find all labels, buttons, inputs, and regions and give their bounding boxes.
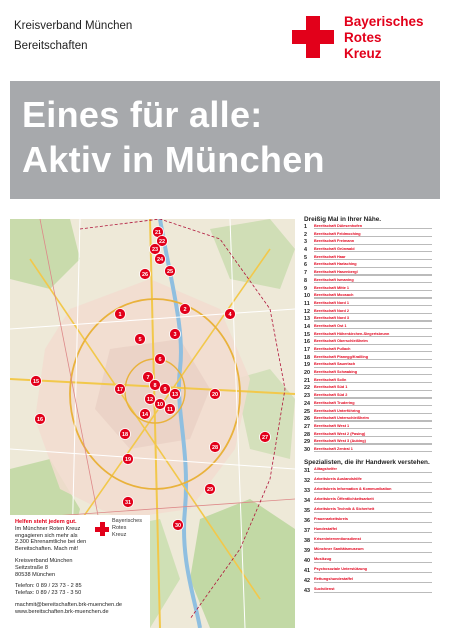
map-marker-label: 6 [158,357,162,363]
list-item-detail-line [314,562,432,563]
contact-info-box: Helfen steht jedem gut. Im Münchner Roten Kreuz engagieren sich mehr als 2.300 Ehrenamtliche bei den Bereitschaften. Mach mit! Kreisverband München Seitzstraße 8 80538 München Telefon: 0 89 / 23 73 - 2 85 Telefax: 0 89 / 23 73 - 3 50 machmit@bereitschaften.brk-muenchen.de www.bereitschaften.brk-muenchen.de [10,515,150,628]
list-item-number: 9 [304,285,307,292]
red-cross-icon [292,16,334,58]
map-marker-label: 1 [118,312,122,318]
map-marker-label: 26 [141,272,149,278]
list-item [304,362,442,370]
list-item [304,517,442,527]
map-marker-label: 8 [153,383,157,389]
list-item-number: 27 [304,423,310,430]
map-marker [140,269,151,280]
list-item-number: 43 [304,587,310,594]
list-item [304,247,442,255]
list-item-number: 24 [304,400,310,407]
list-item-detail-line [314,397,432,398]
list-item-number: 41 [304,567,310,574]
list-item-number: 22 [304,385,310,392]
map-marker [115,384,126,395]
list-item-name: Bereitschaft Planegg/Krailling [314,354,369,359]
list-item-name: Bereitschaft Unterschleißheim [314,416,369,421]
contact-city: 80538 München [15,571,56,578]
list-item-number: 6 [304,262,307,269]
list-item-name: Hundestaffel [314,526,337,531]
list-item [304,332,442,340]
list-item [304,293,442,301]
list-item-detail-line [314,290,432,291]
list-item-number: 37 [304,527,310,534]
list-item-number: 28 [304,431,310,438]
list-item-detail-line [314,582,432,583]
list-item-detail-line [314,359,432,360]
map-marker-label: 20 [211,392,219,398]
list-item-number: 11 [304,300,310,307]
list-item-name: Bereitschaft Solln [314,377,347,382]
map-marker [170,389,181,400]
list-item-detail-line [314,282,432,283]
list-item-detail-line [314,382,432,383]
map-marker-label: 22 [158,239,166,245]
list-item-name: Bereitschaft Schwabing [314,370,358,375]
list-item-detail-line [314,297,432,298]
list-item-number: 16 [304,339,310,346]
map-marker-label: 18 [121,432,129,438]
map-marker-label: 15 [32,379,40,385]
list-item [304,401,442,409]
list-item-name: Bereitschaft West 1 [314,423,350,428]
list-item-detail-line [314,428,432,429]
org-division: Bereitschaften [14,40,88,52]
list-item-number: 13 [304,316,310,323]
specialists-title: Spezialisten, die ihr Handwerk verstehen. [304,458,430,466]
list-item [304,467,442,477]
list-item [304,370,442,378]
list-item-detail-line [314,472,432,473]
list-item-detail-line [314,313,432,314]
map-marker [150,244,161,255]
list-item-number: 1 [304,224,307,230]
list-item-number: 14 [304,323,310,330]
list-item [304,224,442,232]
list-item-detail-line [314,420,432,421]
map-marker [180,304,191,315]
contact-org: Kreisverband München [15,557,73,564]
list-item [304,316,442,324]
list-item-name: Bereitschaft Harlaching [314,262,357,267]
map-marker [210,389,221,400]
list-item-detail-line [314,320,432,321]
map-marker [123,454,134,465]
list-item [304,255,442,263]
list-item-detail-line [314,443,432,444]
list-item-name: Bereitschaft Oberschleißheim [314,339,368,344]
list-item-detail-line [314,305,432,306]
map-marker [35,414,46,425]
map-marker [145,394,156,405]
list-item-name: Bereitschaft Mitte 1 [314,285,350,290]
list-item-detail-line [314,512,432,513]
list-item-name: Kriseninterventionsdienst [314,536,361,541]
list-item [304,432,442,440]
map-marker-label: 29 [206,487,214,493]
list-item-number: 12 [304,308,310,315]
list-item-name: Bereitschaft Pullach [314,347,351,351]
list-item-detail-line [314,244,432,245]
list-item-name: Bereitschaft Moosach [314,293,354,298]
list-item-number: 26 [304,416,310,423]
list-item-number: 2 [304,231,307,238]
map-marker-label: 25 [166,269,174,275]
list-item-number: 32 [304,477,310,484]
map-marker-label: 3 [173,332,177,338]
list-item [304,309,442,317]
map-marker [120,429,131,440]
list-item-number: 4 [304,247,307,254]
list-item-number: 21 [304,377,310,384]
list-item-detail-line [314,492,432,493]
map-marker-label: 17 [116,387,124,393]
list-item-name: Suchdienst [314,586,335,591]
map-marker-label: 11 [167,407,173,413]
contact-fax: Telefax: 0 89 / 23 73 - 3 50 [15,590,82,597]
map-marker-label: 14 [141,412,149,418]
headline-banner [10,81,440,199]
list-item-name: Bereitschaft Ost 1 [314,323,347,328]
map-marker [140,409,151,420]
location-items [304,224,442,455]
list-item-number: 42 [304,577,310,584]
contact-phone: Telefon: 0 89 / 23 73 - 2 85 [15,583,82,590]
list-item [304,239,442,247]
list-item-detail-line [314,413,432,414]
map-marker [155,254,166,265]
list-item-detail-line [314,522,432,523]
list-item [304,447,442,455]
map-marker [205,484,216,495]
list-item [304,324,442,332]
list-item-number: 19 [304,362,310,369]
list-item-number: 39 [304,547,310,554]
list-item-detail-line [314,367,432,368]
list-item [304,587,442,597]
list-item [304,537,442,547]
list-item-number: 30 [304,446,310,453]
map-marker-label: 28 [211,445,219,451]
map-marker-label: 13 [171,392,179,398]
list-item-number: 17 [304,347,310,353]
list-item [304,262,442,270]
map-marker [150,380,161,391]
list-title: Dreißig Mal in Ihrer Nähe. [304,216,382,223]
list-item-name: Münchner Sanitätsmuseum [314,546,364,551]
map-marker [260,432,271,443]
list-item-detail-line [314,328,432,329]
list-item [304,416,442,424]
list-item-detail-line [314,542,432,543]
list-item [304,339,442,347]
map-marker-label: 24 [156,257,164,263]
brk-logo [292,16,442,62]
map-marker-label: 23 [151,247,159,253]
list-item [304,278,442,286]
list-item-number: 15 [304,331,310,338]
list-item [304,477,442,487]
list-item-number: 8 [304,277,307,284]
map-marker [160,384,171,395]
list-item-number: 18 [304,354,310,361]
list-item-detail-line [314,228,432,229]
org-name: Kreisverband München [14,20,133,32]
list-item [304,385,442,393]
organization-header [14,16,132,56]
infobox-logo: Bayerisches Rotes Kreuz [95,518,143,544]
list-item-detail-line [314,592,432,593]
list-item [304,567,442,577]
logo-text: Bayerisches Rotes Kreuz [344,14,424,61]
infobox-headline: Helfen steht jedem gut. [15,519,77,525]
list-item-name: Bereitschaft Ismaning [314,277,354,282]
contact-email[interactable]: machmit@bereitschaften.brk-muenchen.de [15,601,123,608]
map-marker-label: 19 [124,457,132,463]
location-list [304,215,442,597]
list-item-name: Bereitschaft Haar [314,254,346,259]
list-item-name: Bereitschaft Nord 2 [314,308,350,313]
list-item-detail-line [314,236,432,237]
list-item-name: Bereitschaft Nord 1 [314,300,350,305]
map-marker [155,399,166,410]
list-item-detail-line [314,251,432,252]
list-item-number: 25 [304,408,310,415]
list-item-name: Bereitschaft Freimann [314,239,355,244]
list-item-number: 29 [304,439,310,446]
list-item-detail-line [314,374,432,375]
list-item-name: Bereitschaft West 2 (Pasing) [314,431,366,436]
map-marker-label: 16 [36,417,44,423]
list-item-name: Bereitschaft Zentral 1 [314,446,353,451]
list-item-detail-line [314,390,432,391]
map-marker-label: 12 [146,397,154,403]
map-marker [115,309,126,320]
list-item-number: 38 [304,537,310,544]
list-item [304,301,442,309]
map-marker [225,309,236,320]
map-marker-label: 30 [174,523,182,529]
list-item [304,424,442,432]
list-item-number: 3 [304,239,307,246]
list-item-detail-line [314,351,432,352]
map-marker-label: 27 [261,435,269,441]
list-item-detail-line [314,552,432,553]
list-item-number: 31 [304,467,310,474]
list-item-number: 7 [304,270,307,277]
list-item-detail-line [314,482,432,483]
list-item [304,577,442,587]
list-item-name: Arbeitskreis Öffentlichkeitsarbeit [314,496,374,501]
list-item-detail-line [314,405,432,406]
list-item-name: Musikzug [314,556,332,561]
headline-line2: Aktiv in München [22,139,325,180]
list-item-detail-line [314,259,432,260]
list-item-name: Bereitschaft Sauerlach [314,362,356,367]
list-item-name: Bereitschaft Grünwald [314,247,355,252]
list-item-name: Alltagshelfer [314,466,337,471]
list-item [304,507,442,517]
list-item [304,270,442,278]
list-item-name: Arbeitskreis Technik & Sicherheit [314,506,375,511]
map-marker [210,442,221,453]
list-item-name: Bereitschaft Trudering [314,400,355,405]
list-item [304,286,442,294]
list-item-name: Bereitschaft Feldmoching [314,231,361,236]
contact-website[interactable]: www.bereitschaften.brk-muenchen.de [15,608,109,615]
list-item-name: Bereitschaft Höhenkirchen-Siegertsbrunn [314,331,390,336]
list-item-number: 36 [304,517,310,524]
map-marker-label: 7 [146,375,150,381]
map-marker [31,376,42,387]
headline-line1: Eines für alle: [22,94,263,135]
list-item [304,347,442,355]
list-item-number: 5 [304,254,307,261]
list-item-number: 33 [304,487,310,494]
map-marker [165,266,176,277]
list-item-detail-line [314,532,432,533]
specialist-items [304,467,442,597]
list-item-detail-line [314,451,432,452]
list-item-number: 40 [304,557,310,564]
list-item-detail-line [314,502,432,503]
list-item-number: 23 [304,393,310,400]
list-item-detail-line [314,344,432,345]
list-item-name: Bereitschaft Süd 2 [314,393,348,398]
list-item-detail-line [314,267,432,268]
list-item-detail-line [314,572,432,573]
map-marker [170,329,181,340]
list-item [304,355,442,363]
list-item-detail-line [314,336,432,337]
list-item-name: Psychosoziale Unterstützung [314,566,367,571]
list-item-number: 34 [304,497,310,504]
map-marker-label: 21 [154,230,162,236]
list-item-number: 20 [304,370,310,377]
contact-street: Seitzstraße 8 [15,564,48,571]
map-marker-label: 9 [163,387,167,393]
list-item-name: Bereitschaft West 3 (Aubing) [314,439,366,444]
list-item [304,547,442,557]
map-marker-label: 10 [156,402,164,408]
map-marker-label: 5 [138,337,142,343]
map-marker [165,404,176,415]
list-item-detail-line [314,274,432,275]
list-item [304,497,442,507]
list-item-name: Bereitschaft Dülesenhofen [314,224,363,228]
list-item [304,409,442,417]
list-item [304,487,442,497]
map-marker [173,520,184,531]
map-marker [123,497,134,508]
map-marker-label: 4 [228,312,232,318]
list-item-detail-line [314,436,432,437]
list-item-name: Arbeitskreis Information & Kommunikation [314,486,392,491]
map-marker-label: 31 [124,500,132,506]
map-marker [155,354,166,365]
list-item-name: Rettungshundestaffel [314,576,354,581]
map-marker [135,334,146,345]
red-cross-icon [95,522,109,536]
list-item-name: Arbeitskreis Auslandshilfe [314,476,362,481]
list-item-number: 10 [304,293,310,300]
list-item [304,527,442,537]
list-item-name: Bereitschaft Nord 3 [314,316,350,321]
map-marker-label: 2 [183,307,187,313]
list-item-number: 35 [304,507,310,514]
list-item-name: Frauenarbeitskreis [314,516,348,521]
list-item-name: Bereitschaft Süd 1 [314,385,348,390]
list-item [304,439,442,447]
list-item [304,557,442,567]
list-item-name: Bereitschaft Unterföhring [314,408,360,413]
list-item [304,393,442,401]
list-item [304,232,442,240]
list-item [304,378,442,386]
list-item-name: Bereitschaft Hasenbergl [314,270,358,275]
